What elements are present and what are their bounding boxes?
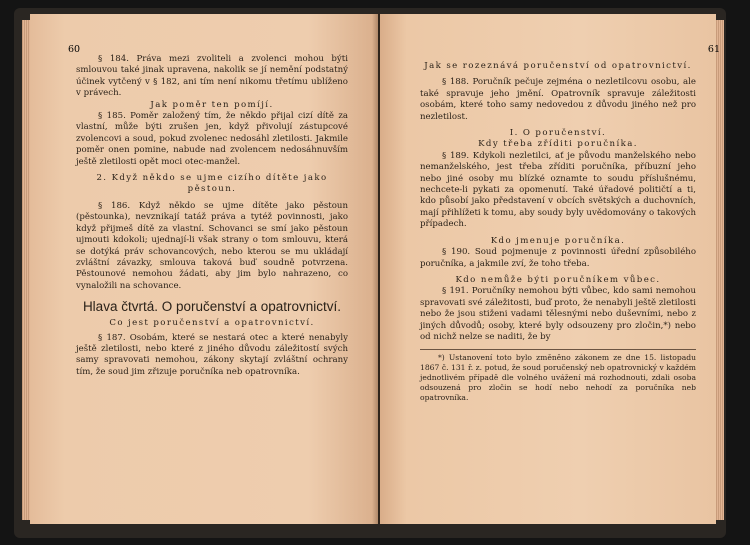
heading-pomer: Jak poměr ten pomíjí.	[150, 99, 274, 110]
heading-kdo: Kdo jmenuje poručníka.	[490, 235, 626, 246]
page-number-left: 60	[68, 44, 81, 55]
heading-rozeznava: Jak se rozeznává poručenství od opatrovnictví.	[424, 61, 692, 71]
page-number-right: 61	[707, 44, 720, 55]
left-page	[30, 14, 378, 524]
heading-kdo-nemuze: Kdo nemůže býti poručníkem vůbec.	[455, 274, 661, 285]
paragraph-188: § 188. Poručník pečuje zejména o nezletilcovu osobu, ale také spravuje jeho jmění. Opatrovník spravuje záležitosti osobám, které toho samy nedovedou z důvodu jiného než pro nezletilost.	[420, 77, 696, 122]
paragraph-185: § 185. Poměr založený tím, že někdo přijal cizí dítě za vlastní, může býti zrušen jen, když přivolují zástupcové zvolencovi a soud, pokud zvolenec nedosáhl zletilosti. Jakmile poměr onen pomine, nabude nad zvolencem nedosáhnuvším ještě zletilosti opět moci otec-manžel.	[76, 111, 348, 167]
right-page	[380, 14, 716, 524]
paragraph-186: § 186. Když někdo se ujme dítěte jako pěstoun (pěstounka), nevznikají tatáž práva a tytéž povinnosti, jako když přijmeš dítě za vlastní. Schovanci se smí jako pěstoun ujmouti kdokoli; ujednají-li však strany o tom smlouvu, která se dotýká práv schovancových, nebo kterou se mu ukládají zvláštní závazky, smlouva taková buď soudně potvrzena. Pěstounové nemohou žádati, aby jim bylo nahrazeno, co vynaložili na schovance.	[76, 200, 348, 291]
page-edges-left	[22, 20, 30, 520]
heading-co-jest: Co jest poručenství a opatrovnictví.	[109, 318, 315, 329]
paragraph-190: § 190. Soud pojmenuje z povinnosti úřední způsobilého poručníka, a jakmile zví, že toho třeba.	[420, 247, 696, 269]
heading-section-1: I. O poručenství.	[509, 128, 607, 139]
paragraph-191: § 191. Poručníky nemohou býti vůbec, kdo sami nemohou spravovati své záležitosti, buď proto, že nenabyli ještě zletilosti nebo že jsou stiženi vadami tělesnými nebo duševními, nebo z jiných důvodů; osoby, které byly odsouzeny pro zločin,*) nebo od nichž nelze se naditi, že by	[420, 286, 696, 342]
chapter-title: Hlava čtvrtá. O poručenství a opatrovnictví.	[82, 299, 342, 315]
heading-kdy: Kdy třeba zříditi poručníka.	[478, 139, 638, 150]
paragraph-189: § 189. Kdykoli nezletilci, ať je původu manželského nebo nemanželského, jest třeba zříditi poručníka, příbuzní jeho nebo jiné osoby mu blízké oznamte to soudu příslušnému, nechcete-li pykati za opomenutí. Také úřadové političtí a ti, kdo působí jako představení v obcích světských a duchovních, mají přihlížeti k tomu, aby soudy byly uvědomovány o takových případech.	[420, 150, 696, 230]
paragraph-184: § 184. Práva mezi zvoliteli a zvolenci mohou býti smlouvou také jinak upravena, nakolik se jí nemění podstatný účinek vytčený v § 182, ani tím není nikomu třetímu ublíženo v právech.	[76, 54, 348, 99]
heading-pestoun: 2. Když někdo se ujme cizího dítěte jako pěstoun.	[96, 173, 328, 195]
footnote: *) Ustanovení toto bylo změněno zákonem ze dne 15. listopadu 1867 č. 131 ř. z. potud, že soud poručenský neb opatrovnický v každém jednotlivém případě dle volného uvážení má rozhodnouti, zdali osoba odsouzená pro zločin se hodí nebo nehodí za poručníka neb opatrovníka.	[420, 349, 696, 402]
paragraph-187: § 187. Osobám, které se nestará otec a které nenabyly ještě zletilosti, nebo které z jiného důvodu záležitostí svých samy spravovati nemohou, zákony skytají zvláštní ochrany tím, že soud jim zřizuje poručníka neb opatrovníka.	[76, 332, 348, 377]
